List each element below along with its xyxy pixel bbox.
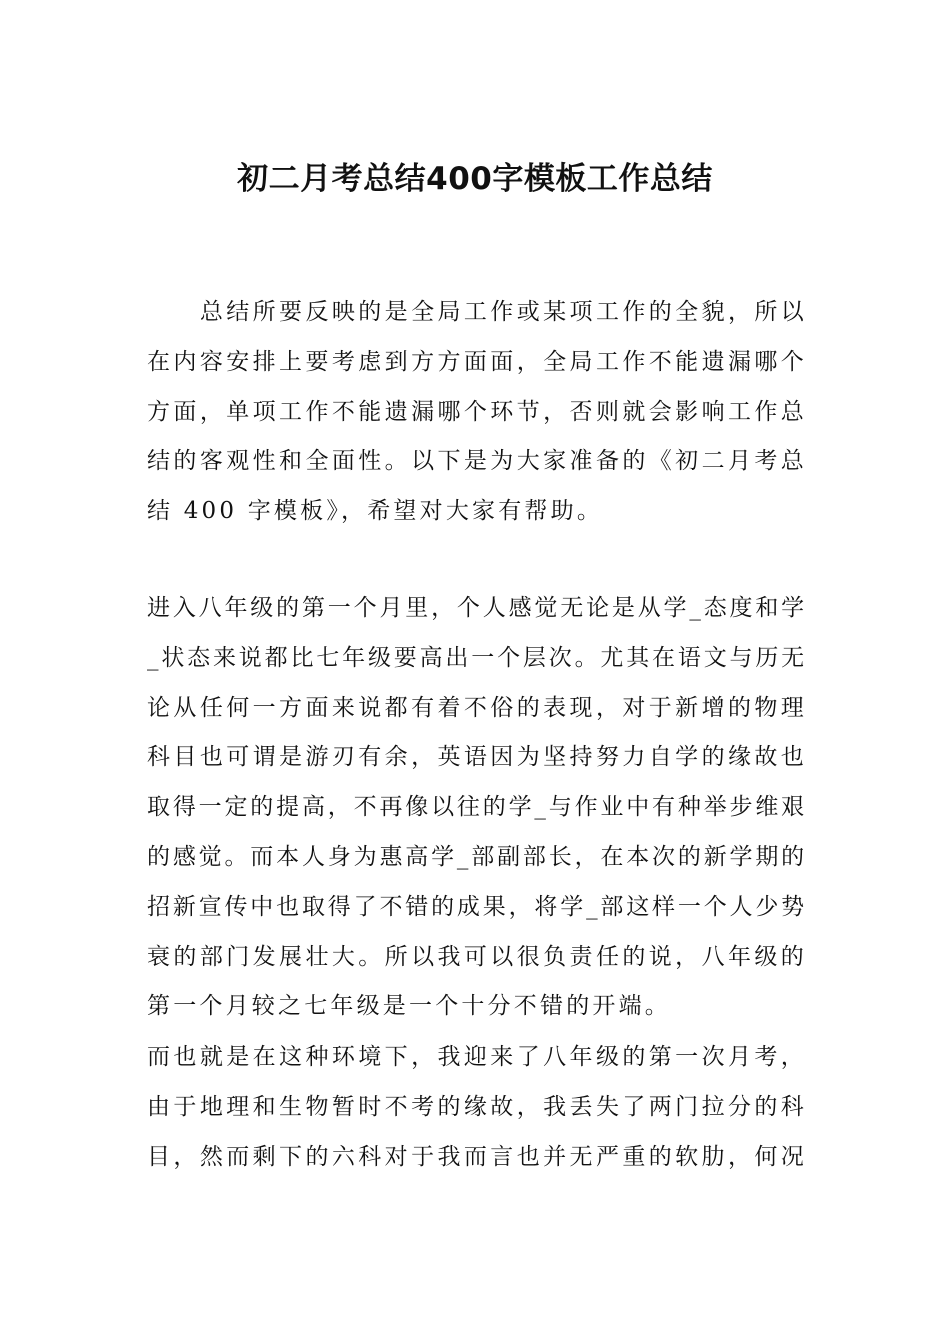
paragraph-line: 衰的部门发展壮大。所以我可以很负责任的说，八年级的: [147, 943, 807, 970]
paragraph-line: 科目也可谓是游刃有余，英语因为坚持努力自学的缘故也: [147, 744, 807, 771]
paragraph-body-1: [147, 584, 807, 1032]
paragraph-intro: [147, 288, 807, 537]
paragraph-line: 结 400 字模板》，希望对大家有帮助。: [147, 498, 604, 525]
paragraph-line: 结的客观性和全面性。以下是为大家准备的《初二月考总: [147, 448, 807, 475]
paragraph-line: 进入八年级的第一个月里，个人感觉无论是从学_态度和学: [147, 595, 807, 621]
paragraph-line: 在内容安排上要考虑到方方面面，全局工作不能遗漏哪个: [147, 348, 807, 375]
paragraph-line: 方面，单项工作不能遗漏哪个环节，否则就会影响工作总: [147, 398, 807, 425]
paragraph-line: 第一个月较之七年级是一个十分不错的开端。: [147, 993, 671, 1020]
paragraph-line: _状态来说都比七年级要高出一个层次。尤其在语文与历无: [147, 644, 807, 671]
paragraph-line: 目，然而剩下的六科对于我而言也并无严重的软肋，何况: [147, 1143, 807, 1170]
document-title: 初二月考总结400字模板工作总结: [237, 161, 713, 197]
paragraph-body-2: [147, 1033, 807, 1182]
paragraph-line: 招新宣传中也取得了不错的成果，将学_部这样一个人少势: [147, 893, 807, 920]
paragraph-line: 取得一定的提高，不再像以往的学_与作业中有种举步维艰: [147, 794, 807, 821]
paragraph-line: 总结所要反映的是全局工作或某项工作的全貌，所以: [147, 299, 807, 325]
paragraph-line: 的感觉。而本人身为惠高学_部副部长，在本次的新学期的: [147, 843, 807, 870]
paragraph-line: 由于地理和生物暂时不考的缘故，我丢失了两门拉分的科: [147, 1093, 807, 1120]
paragraph-line: 而也就是在这种环境下，我迎来了八年级的第一次月考，: [147, 1044, 807, 1070]
paragraph-line: 论从任何一方面来说都有着不俗的表现，对于新增的物理: [147, 694, 807, 721]
